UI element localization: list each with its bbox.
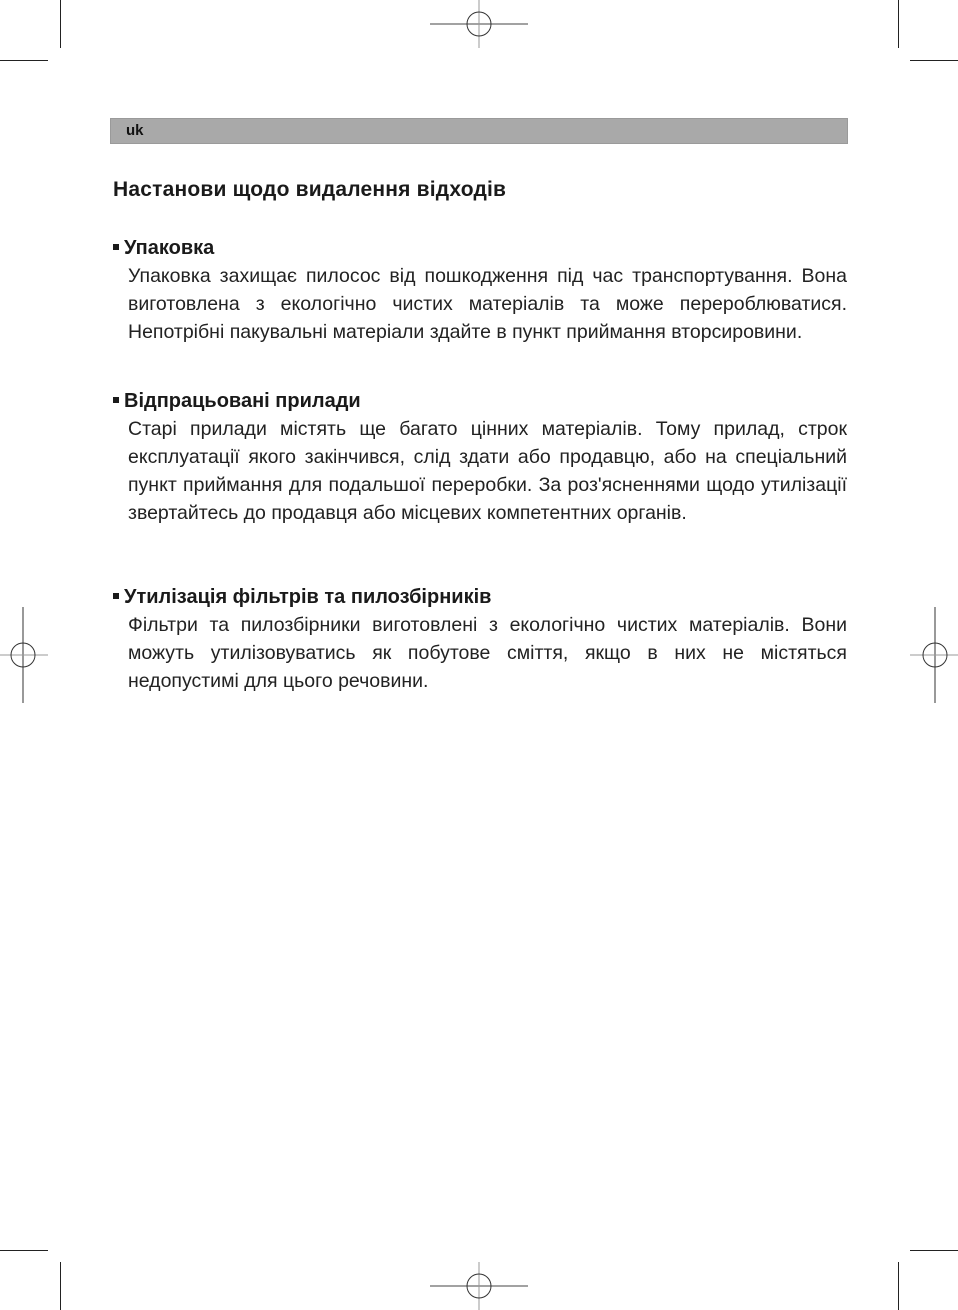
language-tag: uk <box>126 122 144 139</box>
section-filters-disposal <box>113 583 847 695</box>
section-heading-text: Утилізація фільтрів та пилозбірників <box>124 586 492 608</box>
bullet-icon <box>113 244 119 250</box>
section-body: Упаковка захищає пилосос від пошкодження під час транспортування. Вона виготовлена з екологічно чистих матеріалів та може перероблюватися. Непотрібні пакувальні матеріали здайте в пункт приймання вторсировини. <box>128 265 847 343</box>
crop-mark-top-left-horizontal <box>0 60 48 61</box>
crop-mark-bottom-right-vertical <box>898 1262 899 1310</box>
section-heading-text: Упаковка <box>124 237 215 259</box>
section-old-appliances <box>113 387 847 527</box>
section-heading-text: Відпрацьовані прилади <box>124 390 361 412</box>
section-packaging <box>113 234 847 346</box>
bullet-icon <box>113 397 119 403</box>
crop-mark-bottom-right-horizontal <box>910 1250 958 1251</box>
section-heading <box>113 583 847 611</box>
section-heading <box>113 387 847 415</box>
registration-mark-right-icon <box>910 607 958 703</box>
section-body: Старі прилади містять ще багато цінних матеріалів. Тому прилад, строк експлуатації якого закінчився, слід здати або продавцю, або на спеціальний пункт приймання для подальшої переробки. За роз'ясненнями щодо утилізації звертайтесь до продавця або місцевих компетентних органів. <box>128 418 847 524</box>
crop-mark-top-right-horizontal <box>910 60 958 61</box>
crop-mark-top-right-vertical <box>898 0 899 48</box>
registration-mark-left-icon <box>0 607 48 703</box>
registration-mark-bottom-icon <box>430 1262 528 1310</box>
registration-mark-top-icon <box>430 0 528 50</box>
page-title: Настанови щодо видалення відходів <box>113 178 507 201</box>
bullet-icon <box>113 593 119 599</box>
crop-mark-bottom-left-horizontal <box>0 1250 48 1251</box>
language-header-bar <box>110 118 848 144</box>
section-body: Фільтри та пилозбірники виготовлені з екологічно чистих матеріалів. Вони можуть утилізовуватись як побутове сміття, якщо в них не містяться недопустимі для цього речовини. <box>128 614 847 692</box>
section-heading <box>113 234 847 262</box>
crop-mark-top-left-vertical <box>60 0 61 48</box>
crop-mark-bottom-left-vertical <box>60 1262 61 1310</box>
